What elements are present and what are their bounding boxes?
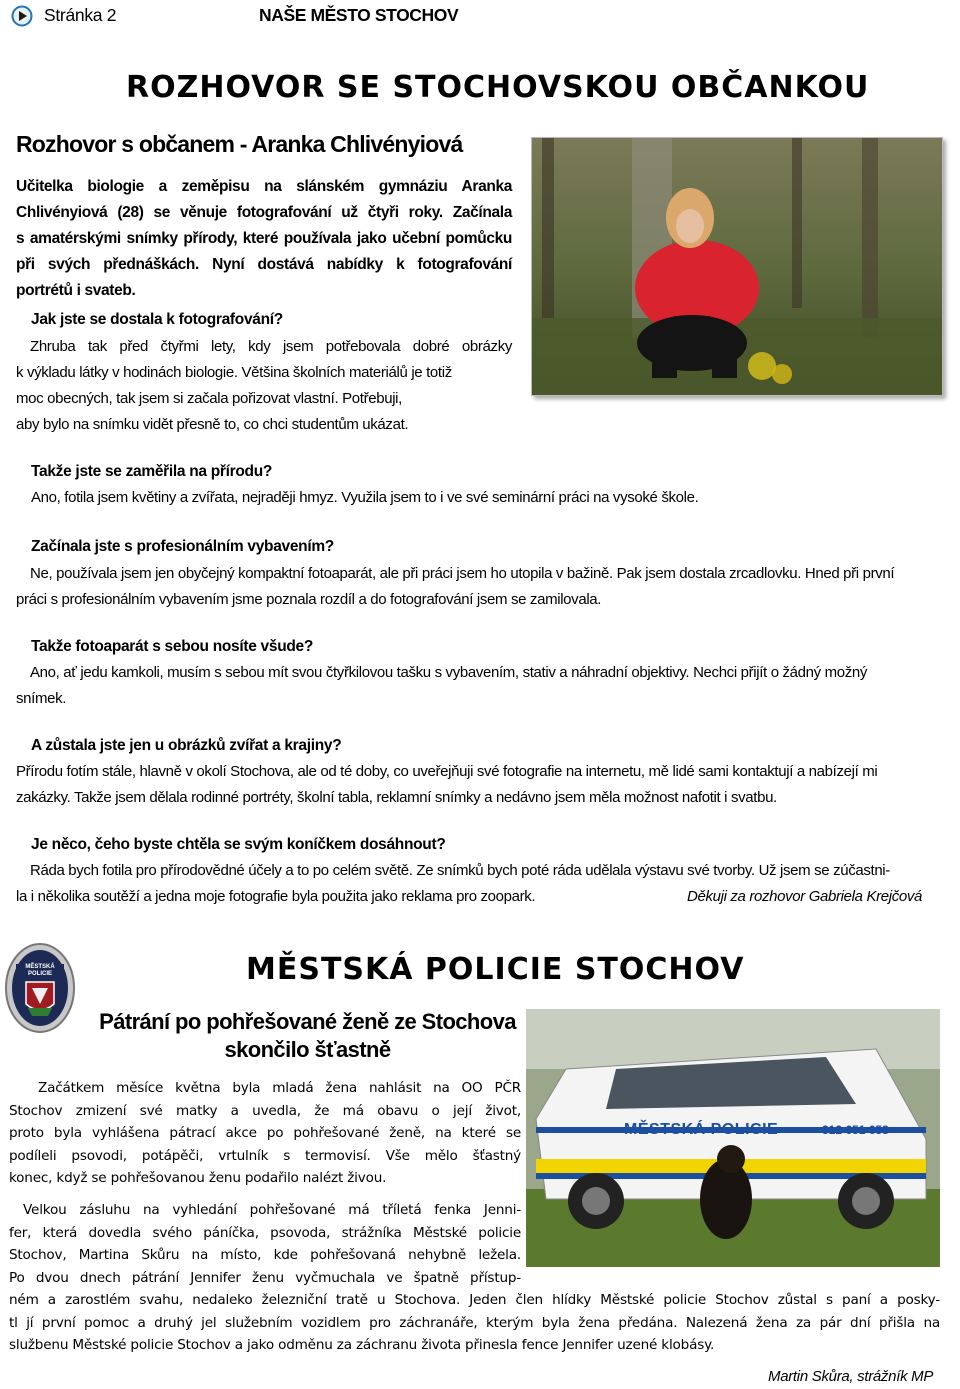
answer-line: la i několika soutěží a jedna moje fotografie byla použita jako reklama pro zoopark. <box>16 888 536 905</box>
lead-line: s amatérskými snímky přírody, které používala jako učební pomůcku <box>16 230 512 247</box>
question-4: Takže fotoaparát s sebou nosíte všude? <box>31 638 314 655</box>
paragraph-line: Stochov zmizení své matky a uvedla, že má obavu o její život, <box>9 1102 521 1119</box>
police-car-label: MĚSTSKÁ POLICIE <box>624 1121 779 1138</box>
police-badge-icon <box>4 942 76 1034</box>
answer-2: Ano, fotila jsem květiny a zvířata, nejraději hmyz. Využila jsem to i ve své seminární práci na vysoké škole. <box>31 489 699 506</box>
answer-line: Ne, používala jsem jen obyčejný kompaktní fotoaparát, ale při práci jsem ho utopila v bažině. Pak jsem dostala zrcadlovku. Hned při první <box>30 565 895 582</box>
section-title-interview: ROZHOVOR SE STOCHOVSKOU OBČANKOU <box>126 70 870 105</box>
headline-line: Pátrání po pohřešované ženě ze Stochova <box>99 1009 516 1034</box>
page-number: Stránka 2 <box>44 5 117 25</box>
paragraph-line: konec, když se pohřešovanou ženu podařilo nalézt živou. <box>9 1170 387 1186</box>
lead-line: při svých přednáškách. Nyní dostává nabídky k fotografování <box>16 256 512 273</box>
answer-line: Zhruba tak před čtyřmi lety, kdy jsem potřebovala dobré obrázky <box>30 338 512 355</box>
police-paragraph-2 <box>9 1199 940 1357</box>
answer-line: aby bylo na snímku vidět přesně to, co chci studentům ukázat. <box>16 416 409 433</box>
answer-line: Ano, ať jedu kamkoli, musím s sebou mít svou čtyřkilovou tašku s vybavením, stativ a náhradní objektivy. Nechci přijít o žádný možný <box>30 664 868 681</box>
lead-line: portrétů i svateb. <box>16 282 136 299</box>
interview-thanks: Děkuji za rozhovor Gabriela Krejčová <box>687 888 923 905</box>
paragraph-line: službenu Městské policie Stochov a jako odměnu za záchranu života přinesla fence Jennifer uzené klobásy. <box>9 1337 715 1353</box>
lead-line: Chlivényiová (28) se věnuje fotografování už čtyři roky. Začínala <box>16 204 512 221</box>
question-2: Takže jste se zaměřila na přírodu? <box>31 463 273 480</box>
article-title: Rozhovor s občanem - Aranka Chlivényiová <box>16 131 463 157</box>
question-3: Začínala jste s profesionálním vybavením? <box>31 538 334 555</box>
page-nav-arrow-icon[interactable] <box>11 5 33 27</box>
police-car-phone: 312 651 658 <box>822 1123 889 1137</box>
police-headline <box>80 1008 535 1064</box>
answer-3 <box>16 561 946 613</box>
question-1: Jak jste se dostala k fotografování? <box>31 311 283 328</box>
answer-4 <box>16 660 946 712</box>
paragraph-line: Po dvou dnech pátrání Jennifer ženu vyčmuchala ve špatně přístup- <box>9 1269 521 1286</box>
answer-1 <box>16 334 512 438</box>
paragraph-line: Velkou zásluhu na vyhledání pohřešované má tříletá fenka Jenni- <box>23 1202 521 1218</box>
paragraph-line: ném a zarostlém svahu, nedaleko železniční tratě u Stochova. Jeden člen hlídky Městské policie Stochov zůstal s paní a posky- <box>9 1292 940 1308</box>
police-badge-text: MĚSTSKÁ POLICIE <box>25 964 55 977</box>
interviewee-photo <box>531 137 943 396</box>
paragraph-line: fer, která dovedla svého páníčka, psovoda, strážníka Městské policie <box>9 1224 521 1241</box>
lead-line: Učitelka biologie a zeměpisu na slánském gymnáziu Aranka <box>16 178 512 195</box>
answer-line: zakázky. Takže jsem dělala rodinné portréty, školní tabla, reklamní snímky a nedávno jsem měla možnost nafotit i svatbu. <box>16 789 777 806</box>
question-6: Je něco, čeho byste chtěla se svým koníčkem dosáhnout? <box>31 836 446 853</box>
paragraph-line: podíleli psovodi, potápěči, vrtulník s termovisí. Vše mělo šťastný <box>9 1147 521 1164</box>
answer-line: moc obecných, tak jsem si začala pořizovat vlastní. Potřebuji, <box>16 390 402 407</box>
answer-5 <box>16 759 946 811</box>
paragraph-line: tl jí první pomoc a druhý jel služebním vozidlem pro záchranáře, kterým byla žena předána. Nalezená žena za pár dní přišla na <box>9 1314 940 1331</box>
answer-line: práci s profesionálním vybavením jsme poznala rozdíl a do fotografování jsem se zamilovala. <box>16 591 602 608</box>
answer-line: k výkladu látky v hodinách biologie. Většina školních materiálů je totiž <box>16 364 452 381</box>
answer-line: Přírodu fotím stále, hlavně v okolí Stochova, ale od té doby, co uveřejňuji své fotografie na internetu, mě lidé sami kontaktují a nabízejí mi <box>16 763 878 780</box>
answer-line: snímek. <box>16 690 67 707</box>
paragraph-line: Začátkem měsíce května byla mladá žena nahlásit na OO PČR <box>38 1080 521 1096</box>
section-title-police: MĚSTSKÁ POLICIE STOCHOV <box>246 952 745 987</box>
article-lead <box>16 174 512 304</box>
answer-line: Ráda bych fotila pro přírodovědné účely a to po celém světě. Ze snímků bych poté ráda udělala výstavu své tvorby. Už jsem se zúčastni- <box>30 862 890 879</box>
headline-line: skončilo šťastně <box>224 1037 391 1062</box>
police-signature: Martin Skůra, strážník MP <box>768 1368 934 1385</box>
question-5: A zůstala jste jen u obrázků zvířat a krajiny? <box>31 737 342 754</box>
newspaper-title: NAŠE MĚSTO STOCHOV <box>259 5 459 25</box>
paragraph-line: proto byla vyhlášena pátrací akce po pohřešované ženě, na které se <box>9 1125 521 1141</box>
paragraph-line: Stochov, Martina Skůru na místo, kde pohřešovaná nehybně ležela. <box>9 1247 521 1263</box>
police-paragraph-1 <box>9 1077 521 1190</box>
